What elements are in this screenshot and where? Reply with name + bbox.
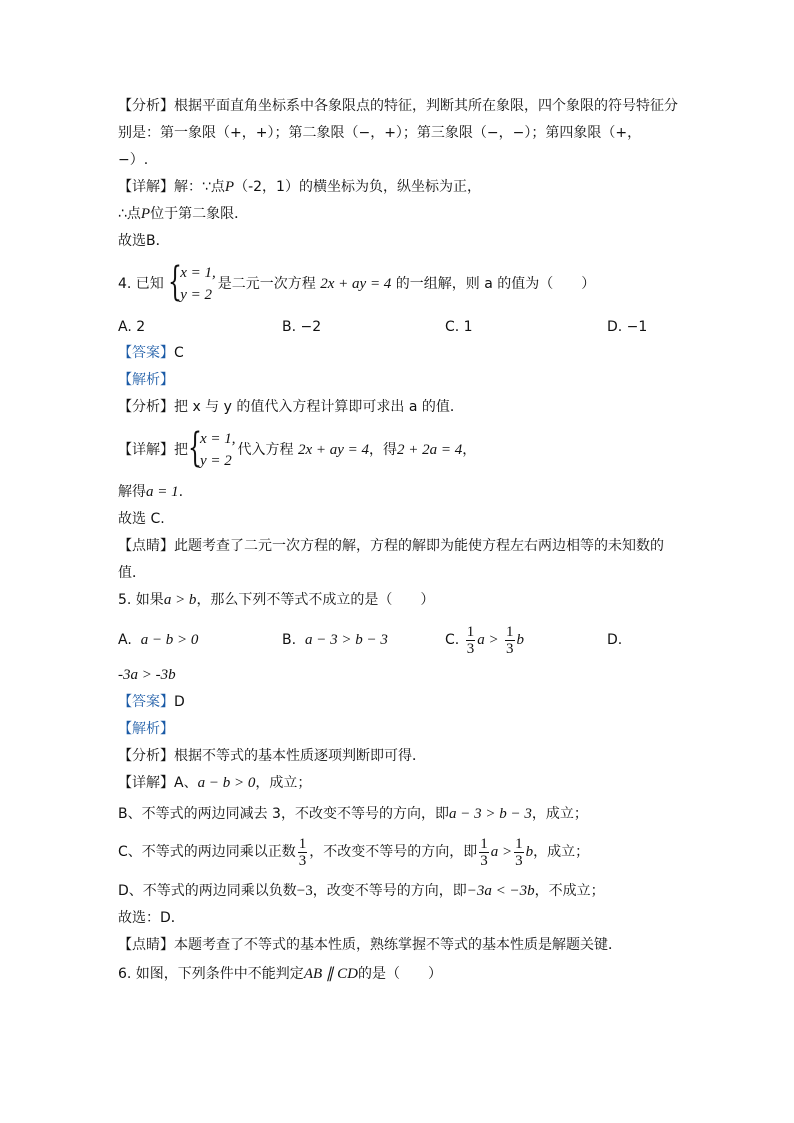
q4-choice: 故选 C.	[118, 511, 165, 527]
fraction: $\frac{1}{3}$	[298, 835, 307, 869]
q4-detail: 【详解】把 { x = 1, y = 2 代入方程 2x + ay = 4，得2 + 2a = 4，	[118, 425, 477, 471]
q5-option-b: B. a − 3 > b − 3	[282, 632, 388, 648]
equation-system: { x = 1, y = 2	[168, 259, 216, 305]
q5-option-d-label: D.	[607, 632, 623, 648]
fraction: $\frac{1}{3}$	[515, 835, 523, 869]
brace-icon: {	[188, 425, 202, 471]
q6-stem: 6. 如图，下列条件中不能判定AB ∥ CD的是（ ）	[118, 966, 442, 982]
q5-analysis: 【分析】根据不等式的基本性质逐项判断即可得．	[118, 748, 426, 764]
brace-icon: {	[168, 259, 183, 305]
q4-option-d: D. −1	[607, 319, 648, 335]
q5-option-d: -3a > -3b	[118, 667, 176, 683]
q4-solve: 解得a = 1.	[118, 484, 184, 500]
q5-detail-c: C、不等式的两边同乘以正数 $\frac{1}{3}$ ，不改变不等号的方向，即 $\frac{1}{3}$ a > $\frac{1}{3}$ b，成立；	[118, 835, 590, 869]
q4-comment-2: 值．	[118, 565, 146, 581]
q3-detail-line-1: 【详解】解：∵点P（-2，1）的横坐标为负，纵坐标为正，	[118, 179, 481, 195]
q5-option-a: A. a − b > 0	[118, 632, 199, 648]
q4-option-c: C. 1	[445, 319, 473, 335]
q3-detail-line-2: ∴点P位于第二象限．	[118, 206, 249, 222]
equation-system: { x = 1, y = 2	[188, 425, 236, 471]
q4-answer: 【答案】C	[118, 345, 184, 361]
q5-answer: 【答案】D	[118, 694, 185, 710]
q5-detail-b: B、不等式的两边同减去 3，不改变不等号的方向，即a − 3 > b − 3，成立；	[118, 806, 588, 822]
analysis-line-2: 别是：第一象限（+，+）；第二象限（−，+）；第三象限（−，−）；第四象限（+，	[118, 125, 642, 141]
fraction: $\frac{1}{3}$	[506, 623, 514, 657]
q4-stem: 4. 已知 { x = 1, y = 2 是二元一次方程 2x + ay = 4 的一组解，则 a 的值为（ ）	[118, 259, 596, 305]
q3-choice-line: 故选B．	[118, 233, 170, 249]
fraction: $\frac{1}{3}$	[480, 835, 488, 869]
q5-detail-a: 【详解】A、a − b > 0，成立；	[118, 775, 312, 791]
q4-option-a: A. 2	[118, 319, 146, 335]
fraction: $\frac{1}{3}$	[466, 623, 475, 657]
q5-stem: 5. 如果a > b，那么下列不等式不成立的是（ ）	[118, 592, 435, 608]
q4-analysis: 【分析】把 x 与 y 的值代入方程计算即可求出 a 的值．	[118, 399, 464, 415]
q5-option-c: C. $\frac{1}{3}$ a > $\frac{1}{3}$ b	[445, 623, 525, 657]
q4-comment: 【点睛】此题考查了二元一次方程的解，方程的解即为能使方程左右两边相等的未知数的	[118, 538, 664, 554]
q5-jiexi: 【解析】	[118, 721, 174, 737]
detail-tag: 【详解】	[118, 179, 174, 195]
q4-jiexi: 【解析】	[118, 372, 174, 388]
q5-detail-d: D、不等式的两边同乘以负数−3，改变不等号的方向，即−3a < −3b，不成立；	[118, 883, 605, 899]
q5-choice: 故选：D．	[118, 910, 185, 926]
analysis-line-1: 【分析】根据平面直角坐标系中各象限点的特征，判断其所在象限，四个象限的符号特征分	[118, 98, 678, 114]
q5-comment: 【点睛】本题考查了不等式的基本性质，熟练掌握不等式的基本性质是解题关键．	[118, 937, 622, 953]
q4-option-b: B. −2	[282, 319, 322, 335]
analysis-line-3: −）.	[118, 152, 149, 168]
